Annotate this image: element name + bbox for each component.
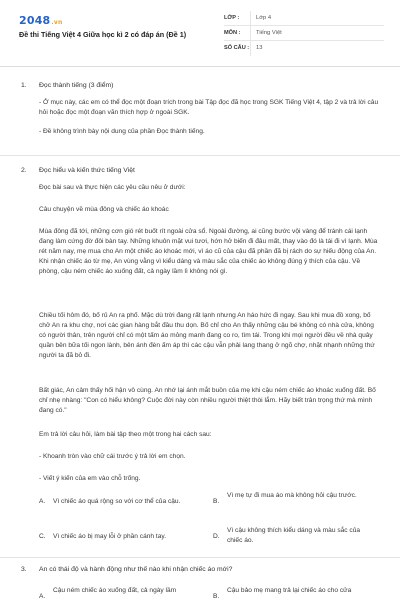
option-text: Vì chiếc áo bị may lỗi ở phần cánh tay. — [53, 533, 167, 540]
meta-table — [224, 11, 384, 56]
page-title: Đề thi Tiếng Việt 4 Giữa học kì 2 có đáp án (Đề 1) — [19, 30, 187, 39]
option-letter: A. — [39, 593, 46, 600]
question-title: Đọc hiểu và kiến thức tiếng Việt — [39, 167, 135, 174]
option-letter: B. — [213, 498, 220, 505]
option-text: Cậu bảo mẹ mang trả lại chiếc áo cho cửa — [227, 587, 352, 594]
question-number: 2. — [21, 167, 27, 174]
site-logo[interactable] — [19, 13, 62, 30]
paragraph: - Ở mục này, các em có thể đọc một đoạn trích trong bài Tập đọc đã học trong SGK Tiếng Việt 4, tập 2 và trả lời câu hỏi hoặc đọc một đoạn văn thích hợp ở ngoài SGK. — [39, 99, 379, 117]
meta-value: 13 — [256, 45, 263, 52]
meta-key: SỐ CÂU : — [224, 45, 250, 52]
logo-suffix: .vn — [51, 19, 63, 26]
header-divider — [0, 66, 400, 67]
meta-row-count — [224, 41, 384, 56]
paragraph: Chiều tối hôm đó, bố rủ An ra phố. Mặc dù trời đang rất lạnh nhưng An háo hức đi ngay. Sau khi mua đồ xong, bố chở An ra khu chợ, nơi các gian hàng bắt đầu thu dọn. Bố chỉ cho An thấy những cậu bé không có nhà cửa, không có người thân, trên người chỉ có một tấm áo mỏng manh đang co ro, tìm tái. Trong khi mọi người đều về nhà quây quần bên bữa tối ngon lành, bên ánh đèn ấm áp thì các cậu vẫn phải lang thang ở ngõ chợ, nhặt nhạnh những thứ người ta đã bỏ đi. — [39, 312, 375, 360]
story-title: Câu chuyện về mùa đông và chiếc áo khoác — [39, 206, 169, 213]
meta-row-subject — [224, 26, 384, 41]
option-letter: A. — [39, 498, 46, 505]
option-letter: C. — [39, 533, 46, 540]
paragraph: - Đề không trình bày nội dung của phần Đọc thành tiếng. — [39, 128, 205, 135]
option-letter: B. — [213, 593, 220, 600]
document-header — [0, 0, 400, 60]
question-title: An có thái độ và hành động như thế nào khi nhận chiếc áo mới? — [39, 566, 233, 573]
paragraph: Em trả lời câu hỏi, làm bài tập theo một trong hai cách sau: — [39, 431, 212, 438]
paragraph: - Viết ý kiến của em vào chỗ trống. — [39, 475, 141, 482]
meta-key: MÔN : — [224, 29, 241, 36]
meta-row-class — [224, 11, 384, 26]
option-text: Vì chiếc áo quá rộng so với cơ thể của cậu. — [53, 498, 181, 505]
option-text: Vì mẹ tự đi mua áo mà không hỏi cậu trước. — [227, 492, 357, 499]
option-text: Vì cậu không thích kiểu dáng và màu sắc của chiếc áo. — [227, 527, 361, 544]
meta-value: Lớp 4 — [256, 14, 272, 21]
meta-value: Tiếng Việt — [256, 29, 282, 36]
logo-text: 2048 — [19, 14, 51, 27]
paragraph: - Khoanh tròn vào chữ cái trước ý trả lời em chọn. — [39, 453, 186, 460]
paragraph: Mùa đông đã tới, những cơn gió rét buốt rít ngoài cửa sổ. Ngoài đường, ai cũng bước vội vàng để tránh cái lạnh đang làm cứng đờ đôi bàn tay. Những khuôn mặt vui tươi, hớn hở biến đi đâu mất, thay vào đó là tái đi vì lạnh. Mùa rét năm nay, mẹ mua cho An một chiếc áo khoác mới, vì áo cũ của cậu đã phần đã bị rách do sự hiếu động của An. Khi nhận chiếc áo từ mẹ, An vùng vằng vì kiểu dáng và màu sắc của chiếc áo không đúng ý thích của cậu. Về phòng, cậu ném chiếc áo xuống đất, cả ngày lầm lì không nói gì. — [39, 228, 378, 276]
section-divider — [0, 557, 400, 558]
paragraph: Bất giác, An cảm thấy hối hận vô cùng. An nhớ lại ánh mắt buồn của mẹ khi cậu ném chiếc áo khoác xuống đất. Bố chỉ nhẹ nhàng: "Con có hiểu không? Cuộc đời này còn nhiều người thiệt thòi lắm. Hãy biết trân trọng thứ mà mình đang có." — [39, 387, 376, 415]
meta-key: LỚP : — [224, 14, 240, 21]
question-number: 3. — [21, 566, 27, 573]
paragraph: Đọc bài sau và thực hiện các yêu cầu nêu ở dưới: — [39, 184, 186, 191]
section-divider — [0, 155, 400, 156]
question-title: Đọc thành tiếng (3 điểm) — [39, 82, 114, 89]
option-letter: D. — [213, 533, 220, 540]
question-number: 1. — [21, 82, 27, 89]
option-text: Cậu ném chiếc áo xuống đất, cả ngày lầm — [53, 587, 177, 594]
